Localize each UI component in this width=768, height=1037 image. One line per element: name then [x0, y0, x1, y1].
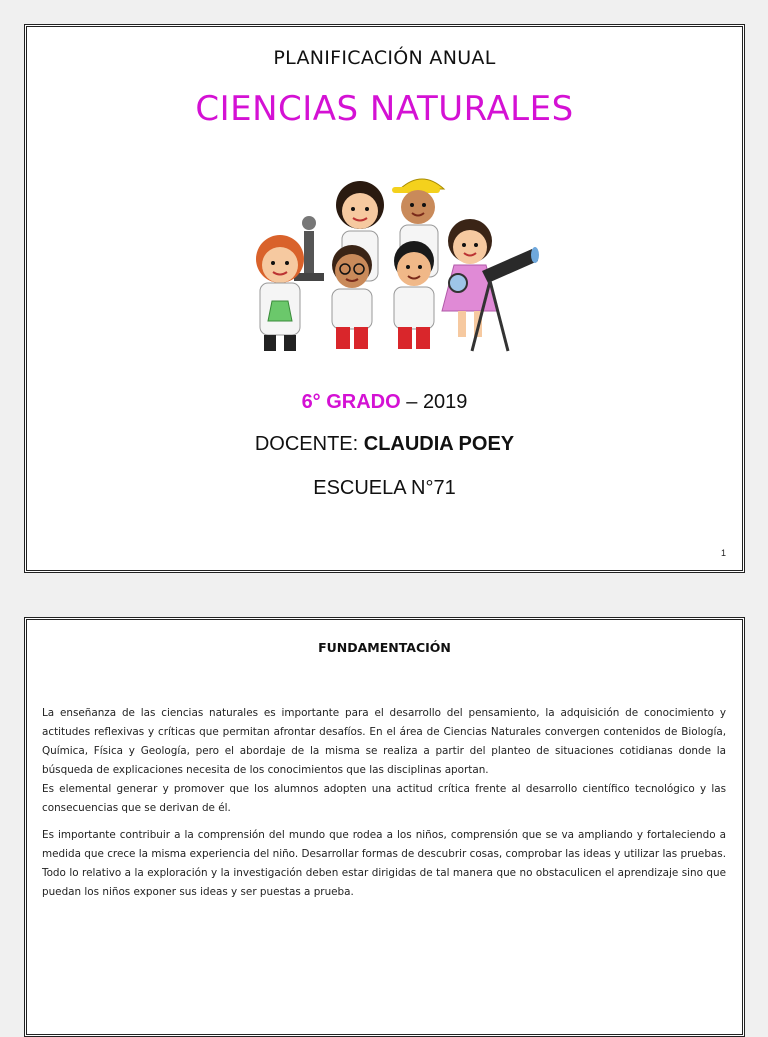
year-separator: – [400, 391, 423, 413]
girl-left-figure [256, 235, 304, 351]
year-value: 2019 [422, 391, 468, 413]
fundamentacion-page [24, 617, 745, 1037]
teacher-line [27, 433, 742, 456]
section-body [42, 704, 726, 902]
boy-right-figure [394, 241, 434, 349]
subject-title: CIENCIAS NATURALES [195, 89, 574, 129]
school-name: ESCUELA N°71 [313, 477, 456, 499]
section-heading: FUNDAMENTACIÓN [318, 640, 451, 655]
page-number: 1 [720, 548, 726, 558]
teacher-label: DOCENTE: [254, 433, 364, 455]
children-scientists-illustration [232, 161, 542, 361]
magnifier-icon [449, 274, 467, 292]
boy-glasses-figure [332, 245, 372, 349]
cover-page [24, 24, 745, 573]
paragraph: Es importante contribuir a la comprensión del mundo que rodea a los niños, comprensión que se va ampliando y fortaleciendo a medida que crece la misma experiencia del niño. Desarrollar formas de descubrir cosas, comprobar las ideas y utilizar las pruebas. Todo lo relativo a la exploración y la investigación deben estar dirigidas de tal manera que no obstaculicen el aprendizaje sino que puedan los niños exponer sus ideas y ser puestas a prueba. [42, 829, 726, 898]
plan-heading: PLANIFICACIÓN ANUAL [273, 47, 496, 69]
paragraph: Es elemental generar y promover que los alumnos adopten una actitud crítica frente al desarrollo científico tecnológico y las consecuencias que se derivan de él. [42, 783, 726, 814]
grade-year-line [27, 391, 742, 414]
teacher-name: CLAUDIA POEY [363, 433, 515, 455]
flask-icon [268, 301, 292, 321]
paragraph: La enseñanza de las ciencias naturales es importante para el desarrollo del pensamiento, la adquisición de conocimiento y actitudes reflexivas y críticas que permitan afrontar desafíos. En el área de Ciencias Naturales convergen contenidos de Biología, Química, Física y Geología, pero el abordaje de la misma se realiza a partir del planteo de situaciones cotidianas donde la búsqueda de explicaciones necesita de los conocimientos que las disciplinas aportan. [42, 707, 726, 776]
grade-label: 6° GRADO [301, 391, 401, 413]
